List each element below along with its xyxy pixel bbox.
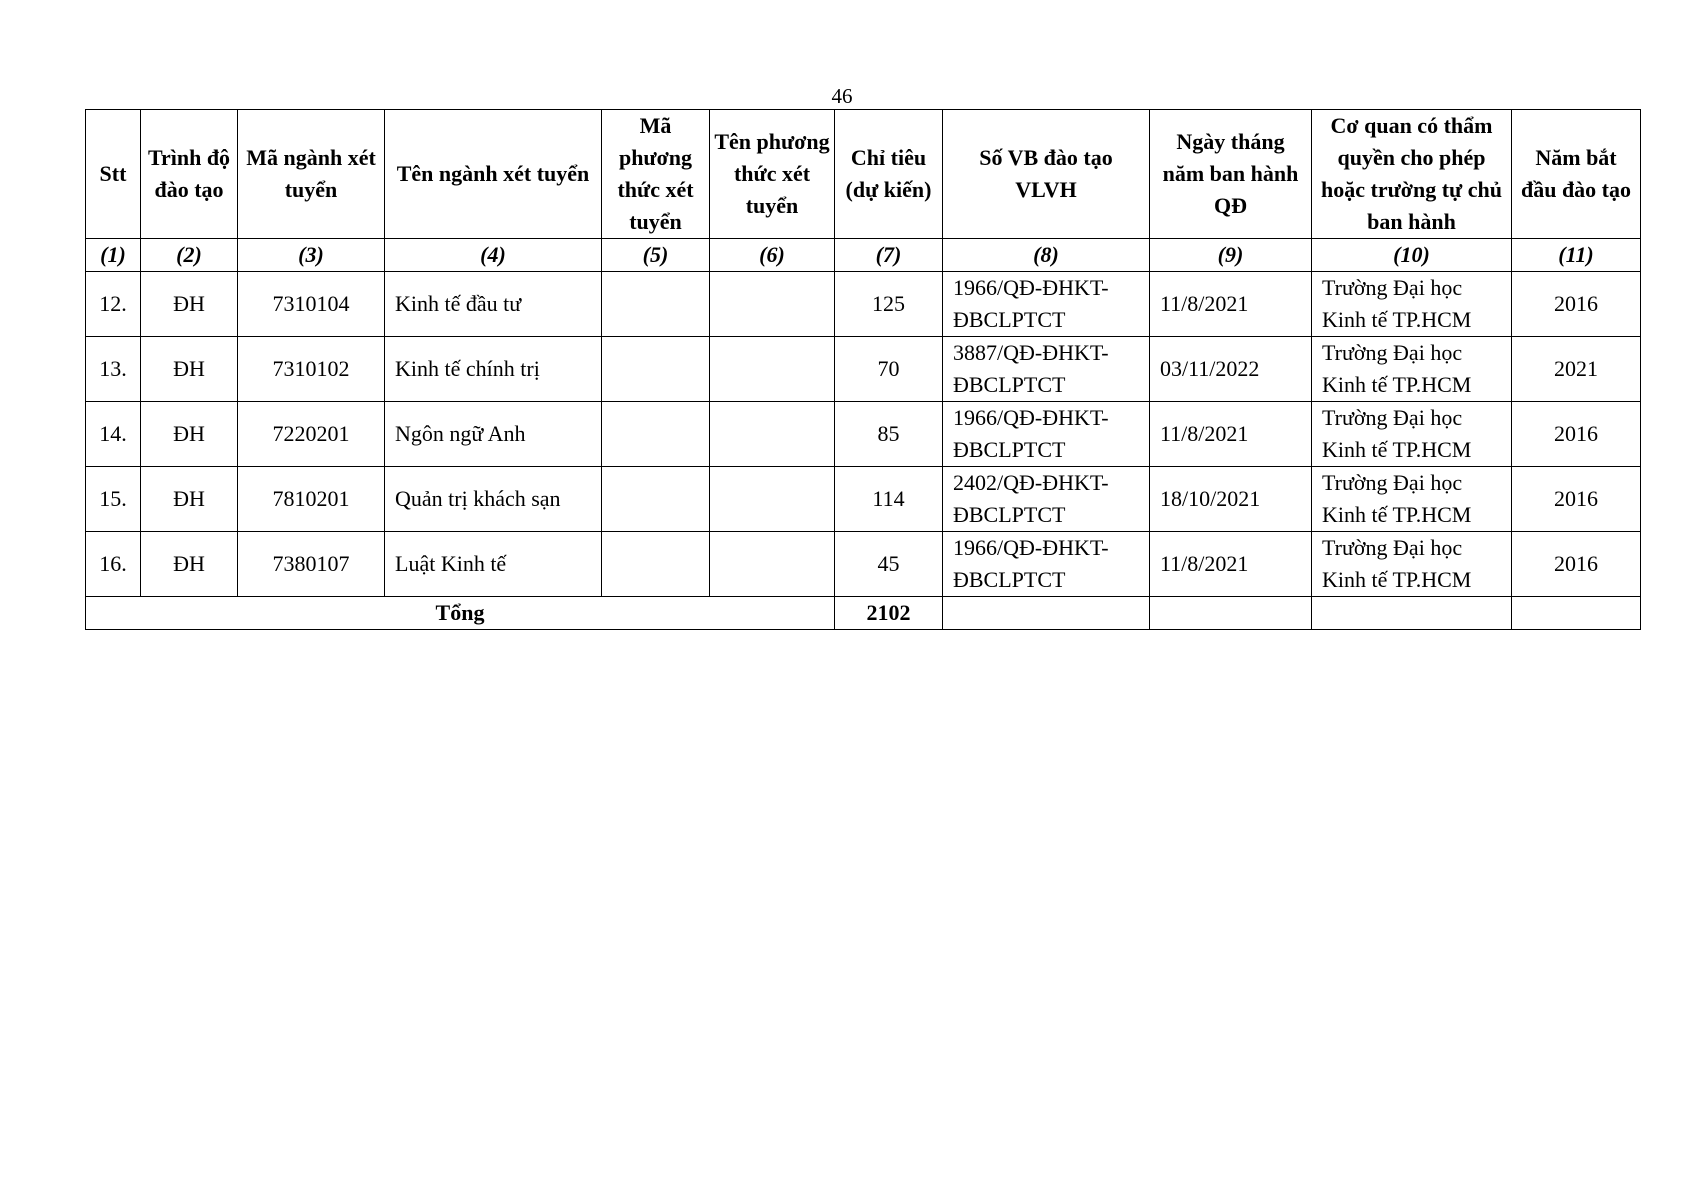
cell-level: ĐH [141, 402, 238, 467]
table-row [86, 402, 1641, 467]
cell-year: 2021 [1512, 337, 1641, 402]
table-row [86, 337, 1641, 402]
cell-stt: 14. [86, 402, 141, 467]
column-number: (10) [1312, 239, 1512, 272]
cell-document [943, 467, 1150, 532]
column-number: (2) [141, 239, 238, 272]
column-number: (7) [835, 239, 943, 272]
cell-stt: 12. [86, 272, 141, 337]
authority-line: Kinh tế TP.HCM [1322, 437, 1472, 462]
document-line: ĐBCLPTCT [953, 307, 1066, 332]
cell-quota: 45 [835, 532, 943, 597]
total-row [86, 597, 1641, 630]
cell-method-code [602, 272, 710, 337]
header-quota: Chỉ tiêu (dự kiến) [835, 110, 943, 239]
cell-method-name [710, 532, 835, 597]
cell-name: Kinh tế chính trị [385, 337, 602, 402]
cell-authority [1312, 402, 1512, 467]
admission-quota-table [85, 109, 1641, 630]
column-number: (3) [238, 239, 385, 272]
cell-name: Kinh tế đầu tư [385, 272, 602, 337]
cell-quota: 114 [835, 467, 943, 532]
document-line: 1966/QĐ-ĐHKT- [953, 535, 1109, 560]
document-line: ĐBCLPTCT [953, 372, 1066, 397]
column-number: (1) [86, 239, 141, 272]
header-document-number: Số VB đào tạo VLVH [943, 110, 1150, 239]
cell-authority [1312, 532, 1512, 597]
cell-date: 11/8/2021 [1150, 402, 1312, 467]
cell-method-name [710, 337, 835, 402]
authority-line: Trường Đại học [1322, 470, 1463, 495]
header-issue-date: Ngày tháng năm ban hành QĐ [1150, 110, 1312, 239]
cell-authority [1312, 272, 1512, 337]
header-major-name: Tên ngành xét tuyển [385, 110, 602, 239]
authority-line: Kinh tế TP.HCM [1322, 502, 1472, 527]
document-line: 1966/QĐ-ĐHKT- [953, 275, 1109, 300]
header-method-code: Mã phương thức xét tuyển [602, 110, 710, 239]
column-number: (6) [710, 239, 835, 272]
table-row [86, 272, 1641, 337]
document-line: 3887/QĐ-ĐHKT- [953, 340, 1109, 365]
cell-quota: 125 [835, 272, 943, 337]
cell-code: 7810201 [238, 467, 385, 532]
cell-year: 2016 [1512, 272, 1641, 337]
cell-method-code [602, 337, 710, 402]
authority-line: Kinh tế TP.HCM [1322, 372, 1472, 397]
cell-name: Ngôn ngữ Anh [385, 402, 602, 467]
cell-year: 2016 [1512, 532, 1641, 597]
document-line: ĐBCLPTCT [953, 502, 1066, 527]
authority-line: Trường Đại học [1322, 535, 1463, 560]
cell-document [943, 532, 1150, 597]
cell-year: 2016 [1512, 467, 1641, 532]
column-number: (11) [1512, 239, 1641, 272]
empty-cell [1150, 597, 1312, 630]
page-number: 46 [831, 84, 853, 108]
cell-quota: 85 [835, 402, 943, 467]
cell-authority [1312, 467, 1512, 532]
column-number-row [86, 239, 1641, 272]
cell-date: 18/10/2021 [1150, 467, 1312, 532]
cell-quota: 70 [835, 337, 943, 402]
cell-stt: 13. [86, 337, 141, 402]
cell-level: ĐH [141, 337, 238, 402]
cell-code: 7220201 [238, 402, 385, 467]
cell-level: ĐH [141, 272, 238, 337]
cell-document [943, 272, 1150, 337]
header-row [86, 110, 1641, 239]
table-row [86, 532, 1641, 597]
cell-level: ĐH [141, 532, 238, 597]
authority-line: Trường Đại học [1322, 340, 1463, 365]
document-line: 2402/QĐ-ĐHKT- [953, 470, 1109, 495]
cell-name: Quản trị khách sạn [385, 467, 602, 532]
total-quota: 2102 [835, 597, 943, 630]
header-authority: Cơ quan có thẩm quyền cho phép hoặc trường tự chủ ban hành [1312, 110, 1512, 239]
cell-code: 7310102 [238, 337, 385, 402]
document-line: ĐBCLPTCT [953, 437, 1066, 462]
cell-method-code [602, 467, 710, 532]
cell-level: ĐH [141, 467, 238, 532]
cell-document [943, 402, 1150, 467]
cell-name: Luật Kinh tế [385, 532, 602, 597]
header-stt: Stt [86, 110, 141, 239]
document-line: ĐBCLPTCT [953, 567, 1066, 592]
empty-cell [943, 597, 1150, 630]
column-number: (8) [943, 239, 1150, 272]
cell-date: 03/11/2022 [1150, 337, 1312, 402]
cell-method-code [602, 402, 710, 467]
cell-date: 11/8/2021 [1150, 272, 1312, 337]
header-training-level: Trình độ đào tạo [141, 110, 238, 239]
cell-method-name [710, 272, 835, 337]
authority-line: Kinh tế TP.HCM [1322, 567, 1472, 592]
authority-line: Kinh tế TP.HCM [1322, 307, 1472, 332]
cell-code: 7310104 [238, 272, 385, 337]
cell-stt: 15. [86, 467, 141, 532]
header-start-year: Năm bắt đầu đào tạo [1512, 110, 1641, 239]
cell-method-code [602, 532, 710, 597]
cell-method-name [710, 402, 835, 467]
empty-cell [1312, 597, 1512, 630]
cell-code: 7380107 [238, 532, 385, 597]
column-number: (9) [1150, 239, 1312, 272]
cell-document [943, 337, 1150, 402]
column-number: (5) [602, 239, 710, 272]
column-number: (4) [385, 239, 602, 272]
cell-authority [1312, 337, 1512, 402]
authority-line: Trường Đại học [1322, 405, 1463, 430]
authority-line: Trường Đại học [1322, 275, 1463, 300]
table-row [86, 467, 1641, 532]
header-major-code: Mã ngành xét tuyển [238, 110, 385, 239]
empty-cell [1512, 597, 1641, 630]
header-method-name: Tên phương thức xét tuyển [710, 110, 835, 239]
cell-method-name [710, 467, 835, 532]
cell-date: 11/8/2021 [1150, 532, 1312, 597]
cell-year: 2016 [1512, 402, 1641, 467]
document-line: 1966/QĐ-ĐHKT- [953, 405, 1109, 430]
total-label: Tổng [86, 597, 835, 630]
cell-stt: 16. [86, 532, 141, 597]
